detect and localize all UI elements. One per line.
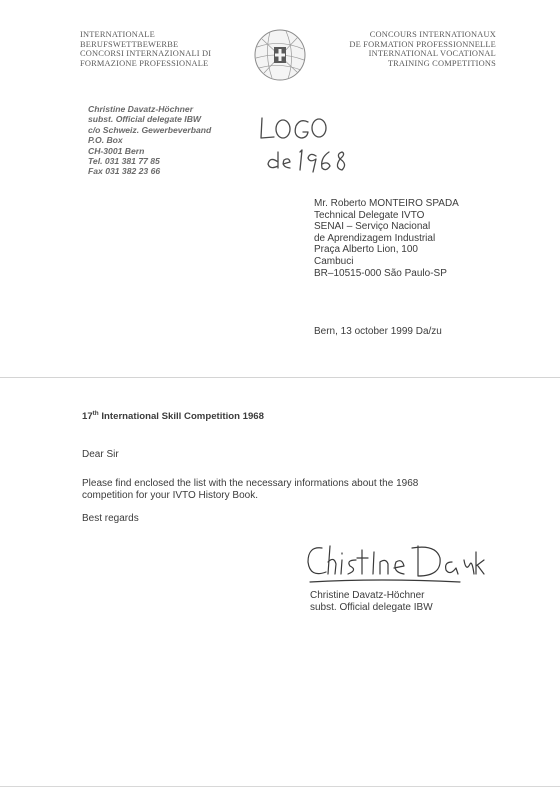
recipient-city: BR–10515-000 São Paulo-SP [314,267,447,279]
letterhead-line: TRAINING COMPETITIONS [387,58,496,68]
recipient-district: Cambuci [314,255,354,267]
recipient-title: Technical Delegate IVTO [314,209,425,221]
subject-line [82,410,264,422]
handwritten-logo-note [256,112,356,176]
recipient-street: Praça Alberto Lion, 100 [314,244,418,256]
sender-phone: Tel. 031 381 77 85 [88,156,160,167]
signatory-block [310,590,433,614]
sender-city: CH-3001 Bern [88,145,145,156]
sender-po-box: P.O. Box [88,135,123,146]
fold-line [0,377,560,378]
sender-block [88,104,211,177]
letterhead-left [80,30,211,68]
emblem-globe-icon [252,27,308,83]
subject-text: International Skill Competition 1968 [98,411,264,423]
page-bottom-edge [0,786,560,787]
subject-number: 17 [82,411,93,423]
letterhead-line: INTERNATIONAL VOCATIONAL [368,49,496,59]
letterhead-line: BERUFSWETTBEWERBE [80,39,179,49]
recipient-organisation-line-2: de Aprendizagem Industrial [314,232,436,244]
sender-name: Christine Davatz-Höchner [88,104,194,114]
letterhead-line: CONCOURS INTERNATIONAUX [369,30,496,39]
closing: Best regards [82,513,139,524]
sender-fax: Fax 031 382 23 66 [88,166,161,177]
letterhead-line: FORMAZIONE PROFESSIONALE [80,58,209,68]
recipient-organisation: SENAI – Serviço Nacional [314,221,431,233]
date-line: Bern, 13 october 1999 Da/zu [314,326,442,337]
letterhead-right [349,30,496,68]
body-paragraph: Please find enclosed the list with the necessary informations about the 1968 competition for your IVTO History Book. [82,478,419,501]
subject-ordinal: th [92,410,99,417]
recipient-address [314,198,459,279]
sender-organisation: c/o Schweiz. Gewerbeverband [88,124,212,135]
recipient-name: Mr. Roberto MONTEIRO SPADA [314,198,459,209]
salutation: Dear Sir [82,449,119,460]
letterhead-line: CONCORSI INTERNAZIONALI DI [80,49,212,59]
handwritten-signature [300,538,486,590]
sender-title: subst. Official delegate IBW [88,114,202,125]
signatory-title: subst. Official delegate IBW [310,602,433,613]
signatory-name: Christine Davatz-Höchner [310,590,425,601]
letterhead-line: INTERNATIONALE [80,30,155,39]
letterhead-line: DE FORMATION PROFESSIONNELLE [349,39,496,49]
